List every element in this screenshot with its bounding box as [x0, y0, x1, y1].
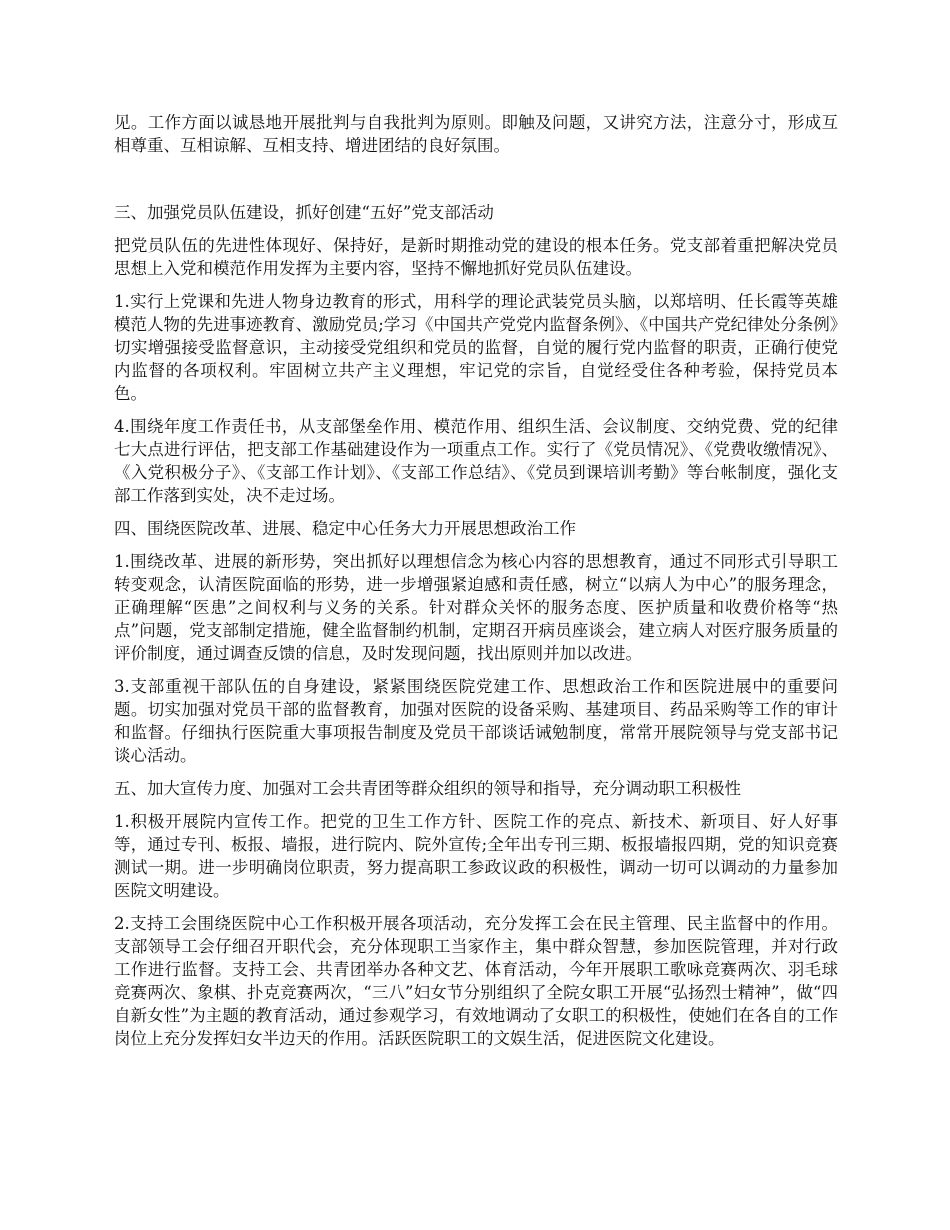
paragraph-section-4-item-1: 1.围绕改革、进展的新形势，突出抓好以理想信念为核心内容的思想教育，通过不同形式引导职工转变观念，认清医院面临的形势，进一步增强紧迫感和责任感，树立“以病人为中心”的服务理念，正确理解“医患”之间权利与义务的关系。针对群众关怀的服务态度、医护质量和收费价格等“热点”问题，党支部制定措施，健全监督制约机制，定期召开病员座谈会，建立病人对医疗服务质量的评价制度，通过调查反馈的信息，及时发现问题，找出原则并加以改进。 — [114, 552, 838, 663]
section-heading-3: 三、加强党员队伍建设，抓好创建“五好”党支部活动 — [114, 203, 494, 222]
section-heading-4: 四、围绕医院改革、进展、稳定中心任务大力开展思想政治工作 — [114, 519, 576, 538]
paragraph-section-5-item-1: 1.积极开展院内宣传工作。把党的卫生工作方针、医院工作的亮点、新技术、新项目、好人好事等，通过专刊、板报、墙报，进行院内、院外宣传;全年出专刊三期、板报墙报四期，党的知识竞赛测试一期。进一步明确岗位职责，努力提高职工参政议政的积极性，调动一切可以调动的力量参加医院文明建设。 — [114, 812, 838, 900]
document-body — [114, 111, 838, 1060]
paragraph-section-3-item-4: 4.围绕年度工作责任书，从支部堡垒作用、模范作用、组织生活、会议制度、交纳党费、党的纪律七大点进行评估，把支部工作基础建设作为一项重点工作。实行了《党员情况》、《党费收缴情况》、《入党积极分子》、《支部工作计划》、《支部工作总结》、《党员到课培训考勤》等台帐制度，强化支部工作落到实处，决不走过场。 — [114, 417, 838, 505]
paragraph-continuation: 见。工作方面以诚恳地开展批判与自我批判为原则。即触及问题，又讲究方法，注意分寸，形成互相尊重、互相谅解、互相支持、增进团结的良好氛围。 — [114, 113, 838, 155]
paragraph-section-4-item-3: 3.支部重视干部队伍的自身建设，紧紧围绕医院党建工作、思想政治工作和医院进展中的重要问题。切实加强对党员干部的监督教育，加强对医院的设备采购、基建项目、药品采购等工作的审计和监督。仔细执行医院重大事项报告制度及党员干部谈话诫勉制度，常常开展院领导与党支部书记谈心活动。 — [114, 677, 838, 765]
paragraph-section-3-intro: 把党员队伍的先进性体现好、保持好，是新时期推动党的建设的根本任务。党支部着重把解决党员思想上入党和模范作用发挥为主要内容，坚持不懈地抓好党员队伍建设。 — [114, 236, 838, 278]
paragraph-section-5-item-2: 2.支持工会围绕医院中心工作积极开展各项活动，充分发挥工会在民主管理、民主监督中的作用。支部领导工会仔细召开职代会，充分体现职工当家作主，集中群众智慧，参加医院管理，并对行政工作进行监督。支持工会、共青团举办各种文艺、体育活动，今年开展职工歌咏竞赛两次、羽毛球竞赛两次、象棋、扑克竞赛两次，“三八”妇女节分别组织了全院女职工开展“弘扬烈士精神”，做“四自新女性”为主题的教育活动，通过参观学习，有效地调动了女职工的积极性，使她们在各自的工作岗位上充分发挥妇女半边天的作用。活跃医院职工的文娱生活，促进医院文化建设。 — [114, 914, 838, 1048]
paragraph-section-3-item-1: 1.实行上党课和先进人物身边教育的形式，用科学的理论武装党员头脑，以郑培明、任长霞等英雄模范人物的先进事迹教育、激励党员;学习《中国共产党党内监督条例》、《中国共产党纪律处分条例》切实增强接受监督意识，主动接受党组织和党员的监督，自觉的履行党内监督的职责，正确行使党内监督的各项权利。牢固树立共产主义理想，牢记党的宗旨，自觉经受住各种考验，保持党员本色。 — [114, 292, 838, 403]
section-heading-5: 五、加大宣传力度、加强对工会共青团等群众组织的领导和指导，充分调动职工积极性 — [114, 779, 741, 798]
